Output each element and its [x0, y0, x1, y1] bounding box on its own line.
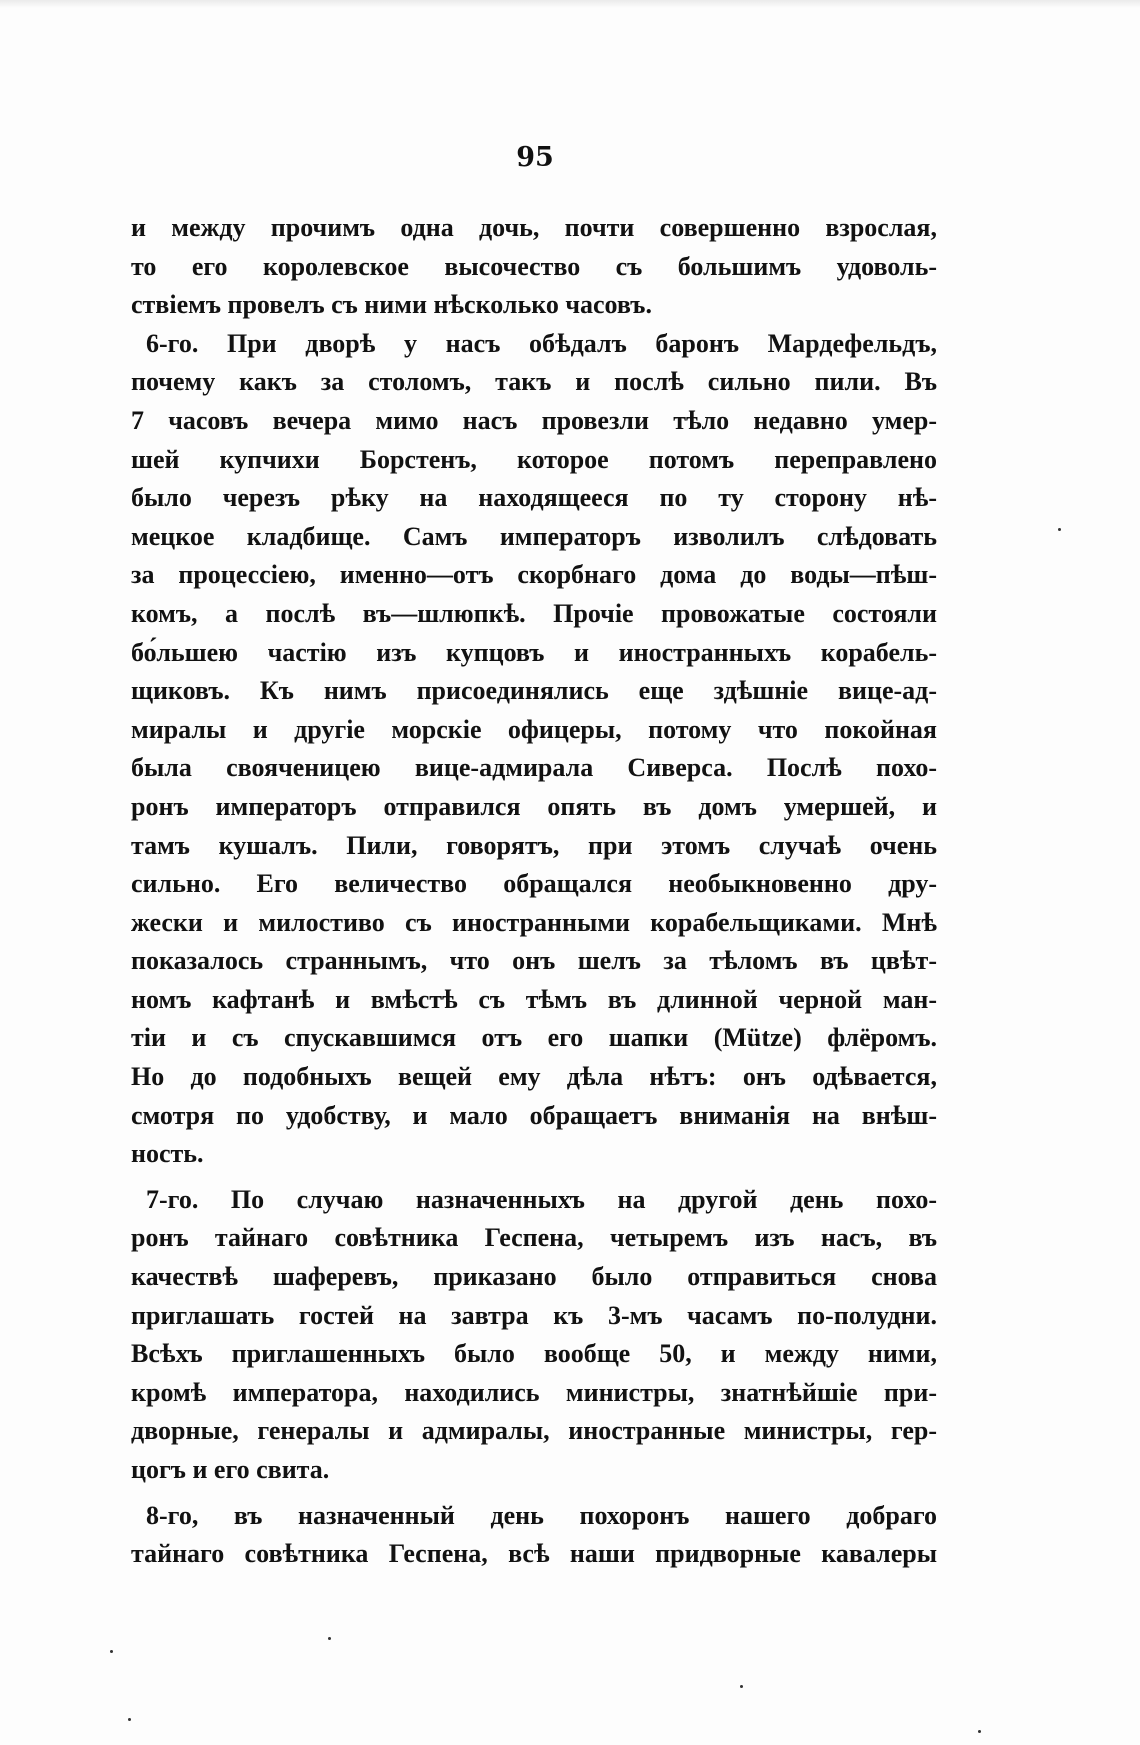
text-line: тіи и съ спускавшимся отъ его шапки (Mütze) флёромъ.: [131, 1023, 937, 1053]
text-line: тайнаго совѣтника Геспена, всѣ наши придворные кавалеры: [131, 1539, 937, 1569]
text-line: показалось страннымъ, что онъ шелъ за тѣломъ въ цвѣт-: [131, 946, 937, 976]
scan-speck: [978, 1730, 981, 1733]
paragraph-start-line: 6-го. При дворѣ у насъ обѣдалъ баронъ Мардефельдъ,: [146, 328, 937, 358]
text-line: комъ, а послѣ въ—шлюпкѣ. Прочіе провожатые состояли: [131, 598, 937, 628]
text-line: ронъ императоръ отправился опять въ домъ умершей, и: [131, 791, 937, 821]
paragraph-gap: [131, 1490, 937, 1497]
text-line: смотря по удобству, и мало обращаетъ вниманія на внѣш-: [131, 1100, 937, 1130]
text-line: бо́льшею частію изъ купцовъ и иностранныхъ корабель-: [131, 637, 937, 667]
scan-speck: [110, 1650, 113, 1653]
text-line: щиковъ. Къ нимъ присоединялись еще здѣшніе вице-ад-: [131, 676, 937, 706]
scan-speck: [128, 1718, 131, 1721]
text-line: ность.: [131, 1139, 204, 1169]
text-line: 7 часовъ вечера мимо насъ провезли тѣло недавно умер-: [131, 405, 937, 435]
text-line: мецкое кладбище. Самъ императоръ изволилъ слѣдовать: [131, 521, 937, 551]
scan-speck: [328, 1637, 331, 1640]
scan-speck: [1058, 528, 1061, 531]
text-line: ронъ тайнаго совѣтника Геспена, четыремъ изъ насъ, въ: [131, 1223, 937, 1253]
text-line: за процессіею, именно—отъ скорбнаго дома до воды—пѣш-: [131, 560, 937, 590]
body-text: [131, 209, 937, 1574]
text-line: то его королевское высочество съ большимъ удоволь-: [131, 251, 937, 281]
text-line: Но до подобныхъ вещей ему дѣла нѣтъ: онъ одѣвается,: [131, 1062, 937, 1092]
scan-edge: [0, 0, 1140, 8]
text-line: приглашать гостей на завтра къ 3-мъ часамъ по-полудни.: [131, 1300, 937, 1330]
text-line: цогъ и его свита.: [131, 1455, 330, 1484]
text-line: кромѣ императора, находились министры, знатнѣйшіе при-: [131, 1377, 937, 1407]
scan-speck: [740, 1685, 743, 1688]
text-line: было черезъ рѣку на находящееся по ту сторону нѣ-: [131, 483, 937, 513]
text-line: сильно. Его величество обращался необыкновенно дру-: [131, 869, 937, 899]
text-line: жески и милостиво съ иностранными корабельщиками. Мнѣ: [131, 907, 937, 937]
text-line: номъ кафтанѣ и вмѣстѣ съ тѣмъ въ длинной черной ман-: [131, 984, 937, 1014]
text-line: Всѣхъ приглашенныхъ было вообще 50, и между ними,: [131, 1339, 937, 1369]
text-line: тамъ кушалъ. Пили, говорятъ, при этомъ случаѣ очень: [131, 830, 937, 860]
text-line: почему какъ за столомъ, такъ и послѣ сильно пили. Въ: [131, 367, 937, 397]
text-line: качествѣ шаферевъ, приказано было отправиться снова: [131, 1262, 937, 1292]
text-line: миралы и другіе морскіе офицеры, потому что покойная: [131, 714, 937, 744]
paragraph-start-line: 8-го, въ назначенный день похоронъ нашего добраго: [146, 1500, 937, 1530]
text-line: шей купчихи Борстенъ, которое потомъ переправлено: [131, 444, 937, 474]
paragraph-gap: [131, 1174, 937, 1181]
paragraph-start-line: 7-го. По случаю назначенныхъ на другой день похо-: [146, 1184, 937, 1214]
text-line: была свояченицею вице-адмирала Сиверса. Послѣ похо-: [131, 753, 937, 783]
text-line: и между прочимъ одна дочь, почти совершенно взрослая,: [131, 213, 937, 242]
text-line: ствіемъ провелъ съ ними нѣсколько часовъ.: [131, 290, 652, 320]
page-number: 95: [516, 142, 554, 173]
text-line: дворные, генералы и адмиралы, иностранные министры, гер-: [131, 1416, 937, 1446]
